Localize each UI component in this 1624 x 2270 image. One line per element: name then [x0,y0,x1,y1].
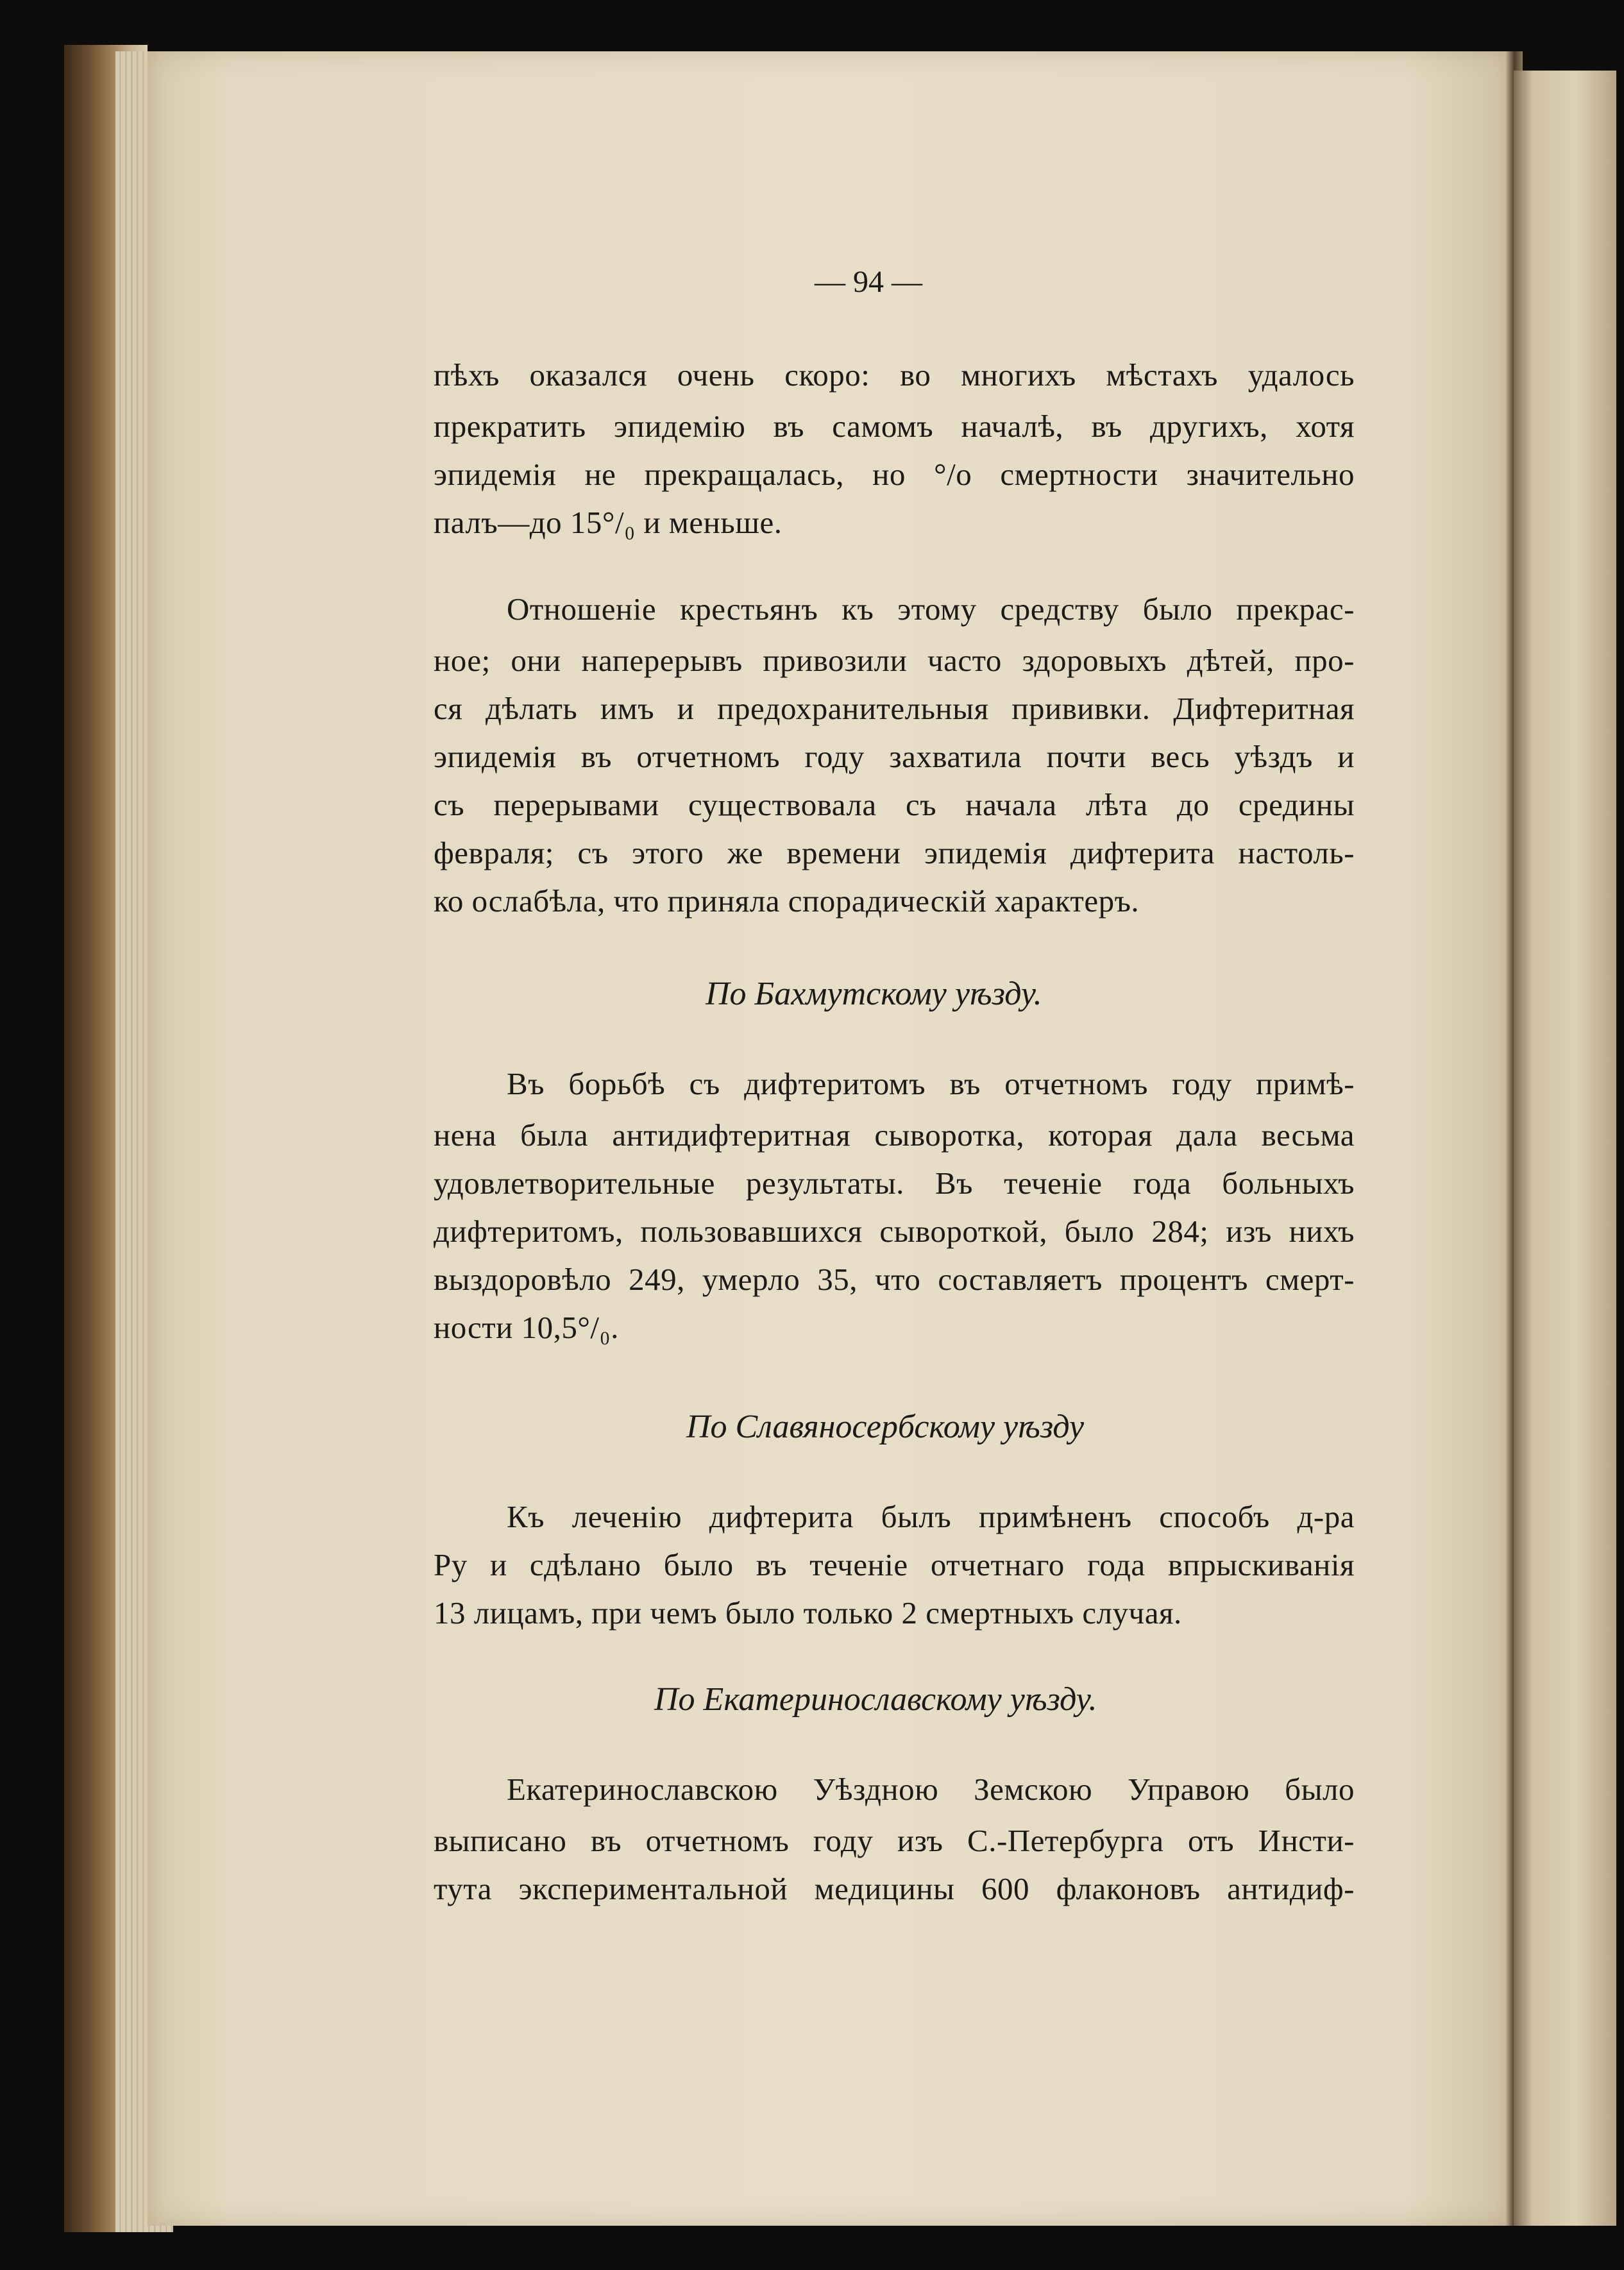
page-number: — 94 — [815,265,922,299]
text-line: эпидемія въ отчетномъ году захватила почти весь уѣздъ и [434,739,1355,774]
text-line: ное; они наперерывъ привозили часто здоровыхъ дѣтей, про- [434,643,1355,678]
text-line: Отношеніе крестьянъ къ этому средству было прекрас- [507,591,1355,627]
text-line: нена была антидифтеритная сыворотка, которая дала весьма [434,1117,1355,1153]
text-line: выписано въ отчетномъ году изъ С.-Петербурга отъ Инсти- [434,1823,1355,1858]
text-line: удовлетворительные результаты. Въ теченіе года больныхъ [434,1165,1355,1201]
section-heading: По Бахмутскому уѣзду. [706,976,1042,1012]
text-line: эпидемія не прекращалась, но °/о смертности значительно [434,457,1355,492]
text-line: дифтеритомъ, пользовавшихся сывороткой, было 284; изъ нихъ [434,1214,1355,1249]
text-line: прекратить эпидемію въ самомъ началѣ, въ другихъ, хотя [434,409,1355,444]
text-line: Екатеринославскою Уѣздною Земскою Управою было [507,1772,1355,1807]
text-line: пѣхъ оказался очень скоро: во многихъ мѣстахъ удалось [434,357,1355,393]
text-line: выздоровѣло 249, умерло 35, что составляетъ процентъ смерт- [434,1262,1355,1297]
text-line: ко ослабѣла, что приняла спорадическій характеръ. [434,883,1140,919]
text-line: съ перерывами существовала съ начала лѣта до средины [434,787,1355,822]
text-line: 13 лицамъ, при чемъ было только 2 смертныхъ случая. [434,1595,1182,1631]
section-heading: По Екатеринославскому уѣзду. [654,1681,1097,1718]
text-line: ности 10,5°/₀. [434,1310,619,1345]
section-heading: По Славяносербскому уѣзду [686,1409,1085,1445]
text-line: Къ леченію дифтерита былъ примѣненъ способъ д-ра [507,1499,1355,1534]
text-line: февраля; съ этого же времени эпидемія дифтерита настоль- [434,835,1355,870]
text-line: палъ—до 15°/₀ и меньше. [434,505,782,540]
text-line: ся дѣлать имъ и предохранительныя прививки. Дифтеритная [434,691,1355,726]
text-line: тута экспериментальной медицины 600 флаконовъ антидиф- [434,1871,1355,1906]
text-line: Въ борьбѣ съ дифтеритомъ въ отчетномъ году примѣ- [507,1066,1355,1101]
text-line: Ру и сдѣлано было въ теченіе отчетнаго года впрыскиванія [434,1547,1355,1582]
